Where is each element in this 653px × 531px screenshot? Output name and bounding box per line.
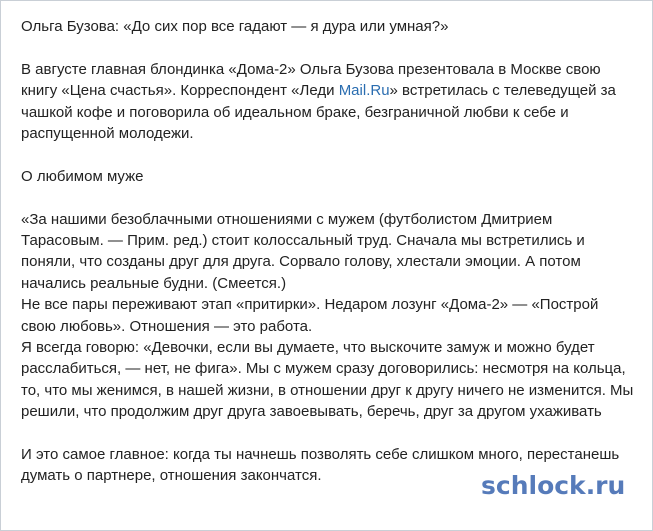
mailru-link[interactable]: Mail.Ru: [338, 82, 390, 100]
quote-paragraph-2: Не все пары переживают этап «притирки». Недаром лозунг «Дома-2» — «Построй свою любовь». Отношения — это работа.: [21, 296, 599, 335]
spacer: [21, 187, 636, 208]
spacer: [21, 37, 636, 58]
intro-text-end: » встретилась с телеведущей за чашкой кофе и поговорила об идеальном браке, безграничной любви к себе и распущенной молодежи.: [21, 82, 616, 143]
article-body: [21, 16, 636, 487]
spacer: [21, 423, 636, 444]
article-title: Ольга Бузова: «До сих пор все гадают — я дура или умная?»: [21, 18, 449, 35]
quote-paragraph-3: Я всегда говорю: «Девочки, если вы думаете, что выскочите замуж и можно будет расслабиться, — нет, не фига». Мы с мужем сразу договорились: несмотря на кольца, то, что мы женимся, в нашей жизни, в отношении друг к другу ничего не изменится. Мы решили, что продолжим друг друга завоевывать, беречь, друг за другом ухаживать: [21, 339, 634, 421]
intro-text-start: В августе главная блондинка «Дома-2» Ольга Бузова презентовала в Москве свою книгу «Цена счастья». Корреспондент «Леди: [21, 60, 601, 100]
closing-paragraph: И это самое главное: когда ты начнешь позволять себе слишком много, перестанешь думать о партнере, отношения закончатся.: [21, 446, 620, 485]
quote-paragraph-1: «За нашими безоблачными отношениями с мужем (футболистом Дмитрием Тарасовым. — Прим. ред.) стоит колоссальный труд. Сначала мы встретились и поняли, что созданы друг для друга. Сорвало голову, хлестали эмоции. А потом начались реальные будни. (Смеется.): [21, 210, 585, 292]
section-heading: О любимом муже: [21, 167, 144, 185]
spacer: [21, 144, 636, 165]
site-watermark: schlock.ru: [481, 471, 626, 500]
intro-paragraph: [21, 59, 636, 145]
